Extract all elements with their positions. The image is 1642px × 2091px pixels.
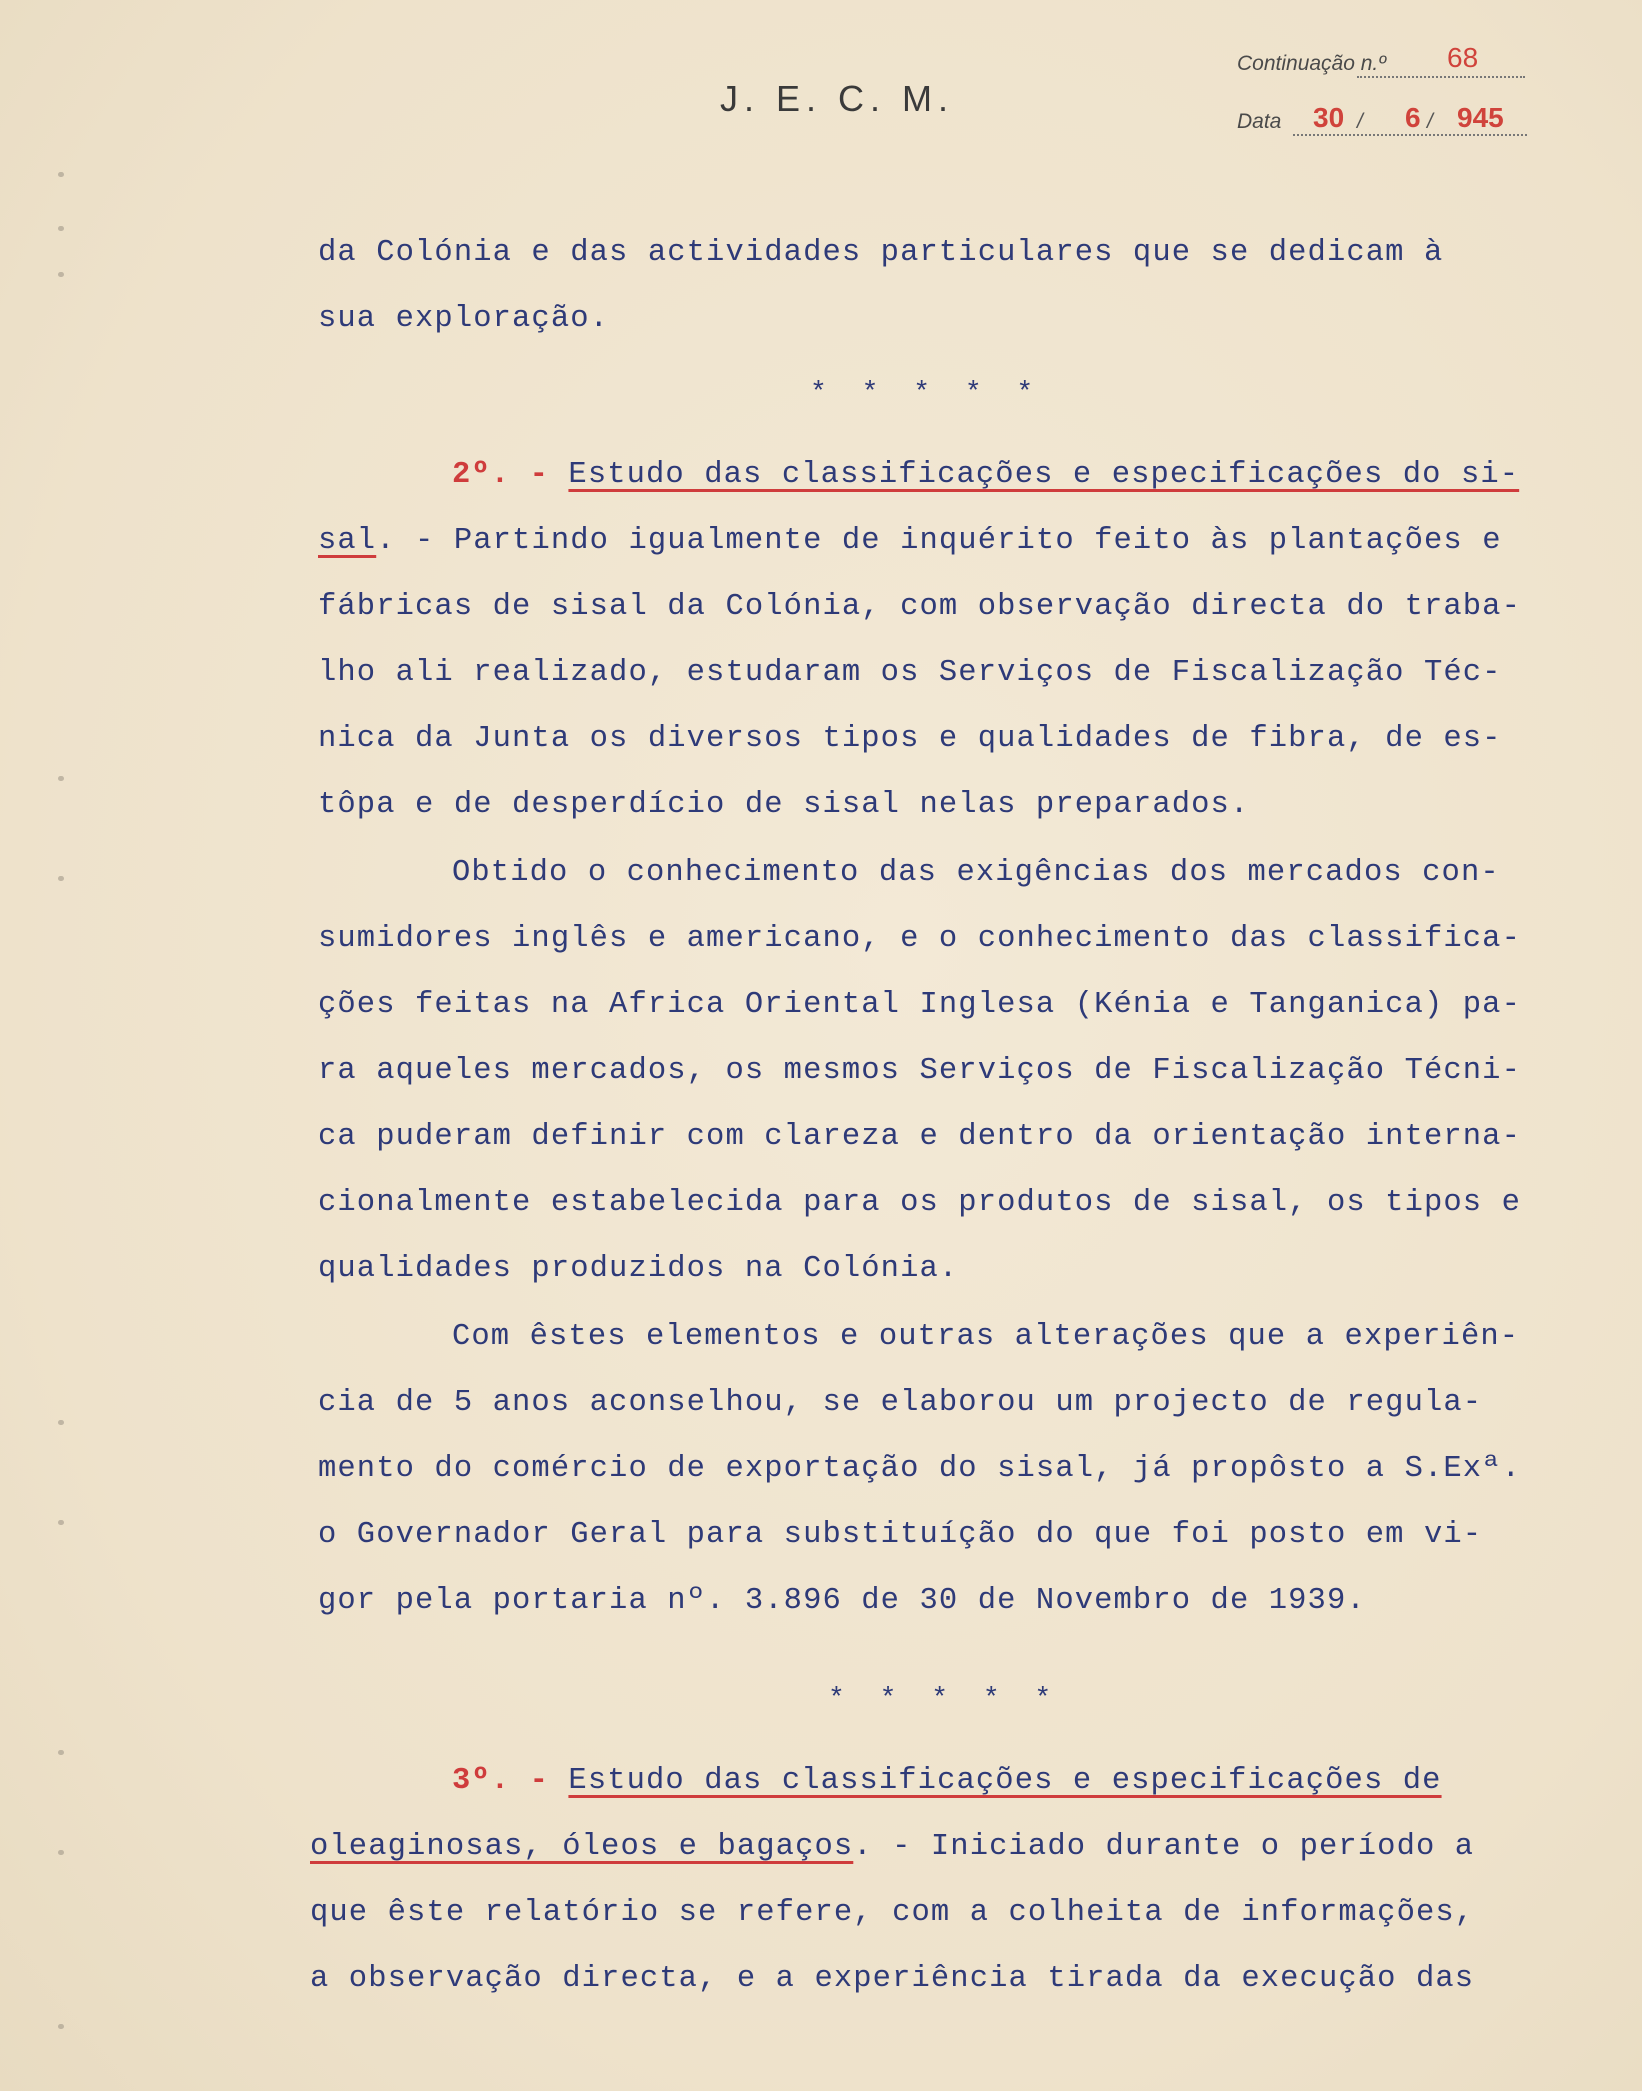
text-line: ções feitas na Africa Oriental Inglesa (Kénia e Tanganica) pa- xyxy=(318,988,1521,1022)
section-separator: * * * * * xyxy=(810,378,1043,409)
text-run: . - Partindo igualmente de inquérito feito às plantações e xyxy=(376,524,1502,558)
section-number: 2º. - xyxy=(452,458,569,492)
continuation-field xyxy=(1237,42,1527,84)
text-line: da Colónia e das actividades particulares que se dedicam à xyxy=(318,236,1444,270)
text-line: Com êstes elementos e outras alterações que a experiên- xyxy=(452,1320,1520,1354)
date-month: 6 xyxy=(1405,102,1421,133)
date-separator: / xyxy=(1357,110,1363,133)
text-line: cia de 5 anos aconselhou, se elaborou um projecto de regula- xyxy=(318,1386,1483,1420)
section-title: Estudo das classificações e especificações do si- xyxy=(568,458,1520,492)
text-line: ca puderam definir com clareza e dentro da orientação interna- xyxy=(318,1120,1521,1154)
text-line: mento do comércio de exportação do sisal, já propôsto a S.Exª. xyxy=(318,1452,1521,1486)
text-line: fábricas de sisal da Colónia, com observação directa do traba- xyxy=(318,590,1521,624)
section-title: oleaginosas, óleos e bagaços xyxy=(310,1830,854,1864)
binding-hole xyxy=(58,272,64,277)
text-line: nica da Junta os diversos tipos e qualidades de fibra, de es- xyxy=(318,722,1502,756)
binding-hole xyxy=(58,172,64,177)
text-line: qualidades produzidos na Colónia. xyxy=(318,1252,959,1286)
binding-hole xyxy=(58,226,64,231)
dotted-rule xyxy=(1293,134,1527,136)
text-line: que êste relatório se refere, com a colheita de informações, xyxy=(310,1896,1475,1930)
binding-hole xyxy=(58,1420,64,1425)
date-year: 945 xyxy=(1457,102,1504,133)
binding-hole xyxy=(58,1520,64,1525)
binding-hole xyxy=(58,1750,64,1755)
text-run: . - Iniciado durante o período a xyxy=(853,1830,1475,1864)
text-line: sumidores inglês e americano, e o conhecimento das classifica- xyxy=(318,922,1521,956)
binding-hole xyxy=(58,776,64,781)
date-separator: / xyxy=(1427,110,1433,133)
text-line: cionalmente estabelecida para os produtos de sisal, os tipos e xyxy=(318,1186,1521,1220)
text-line: tôpa e de desperdício de sisal nelas preparados. xyxy=(318,788,1250,822)
section-title: Estudo das classificações e especificações de xyxy=(568,1764,1442,1798)
section-title: sal xyxy=(318,524,377,558)
binding-hole xyxy=(58,1850,64,1855)
section-separator: * * * * * xyxy=(828,1684,1061,1715)
continuation-label: Continuação n.º xyxy=(1237,52,1386,75)
text-line: sua exploração. xyxy=(318,302,610,336)
text-line: a observação directa, e a experiência tirada da execução das xyxy=(310,1962,1475,1996)
letterhead-title: J. E. C. M. xyxy=(720,78,955,119)
date-label: Data xyxy=(1237,110,1282,133)
section-heading-3 xyxy=(452,1764,1442,1798)
dotted-rule xyxy=(1357,76,1525,78)
text-line xyxy=(310,1830,1474,1864)
continuation-number: 68 xyxy=(1447,42,1479,73)
text-line: lho ali realizado, estudaram os Serviços de Fiscalização Téc- xyxy=(318,656,1502,690)
date-field xyxy=(1237,104,1533,142)
date-day: 30 xyxy=(1313,102,1345,133)
section-number: 3º. - xyxy=(452,1764,569,1798)
section-heading-2 xyxy=(452,458,1519,492)
text-line: Obtido o conhecimento das exigências dos mercados con- xyxy=(452,856,1500,890)
text-line: o Governador Geral para substituíção do que foi posto em vi- xyxy=(318,1518,1483,1552)
binding-hole xyxy=(58,2024,64,2029)
binding-hole xyxy=(58,876,64,881)
text-line: ra aqueles mercados, os mesmos Serviços de Fiscalização Técni- xyxy=(318,1054,1521,1088)
text-line xyxy=(318,524,1502,558)
text-line: gor pela portaria nº. 3.896 de 30 de Novembro de 1939. xyxy=(318,1584,1366,1618)
